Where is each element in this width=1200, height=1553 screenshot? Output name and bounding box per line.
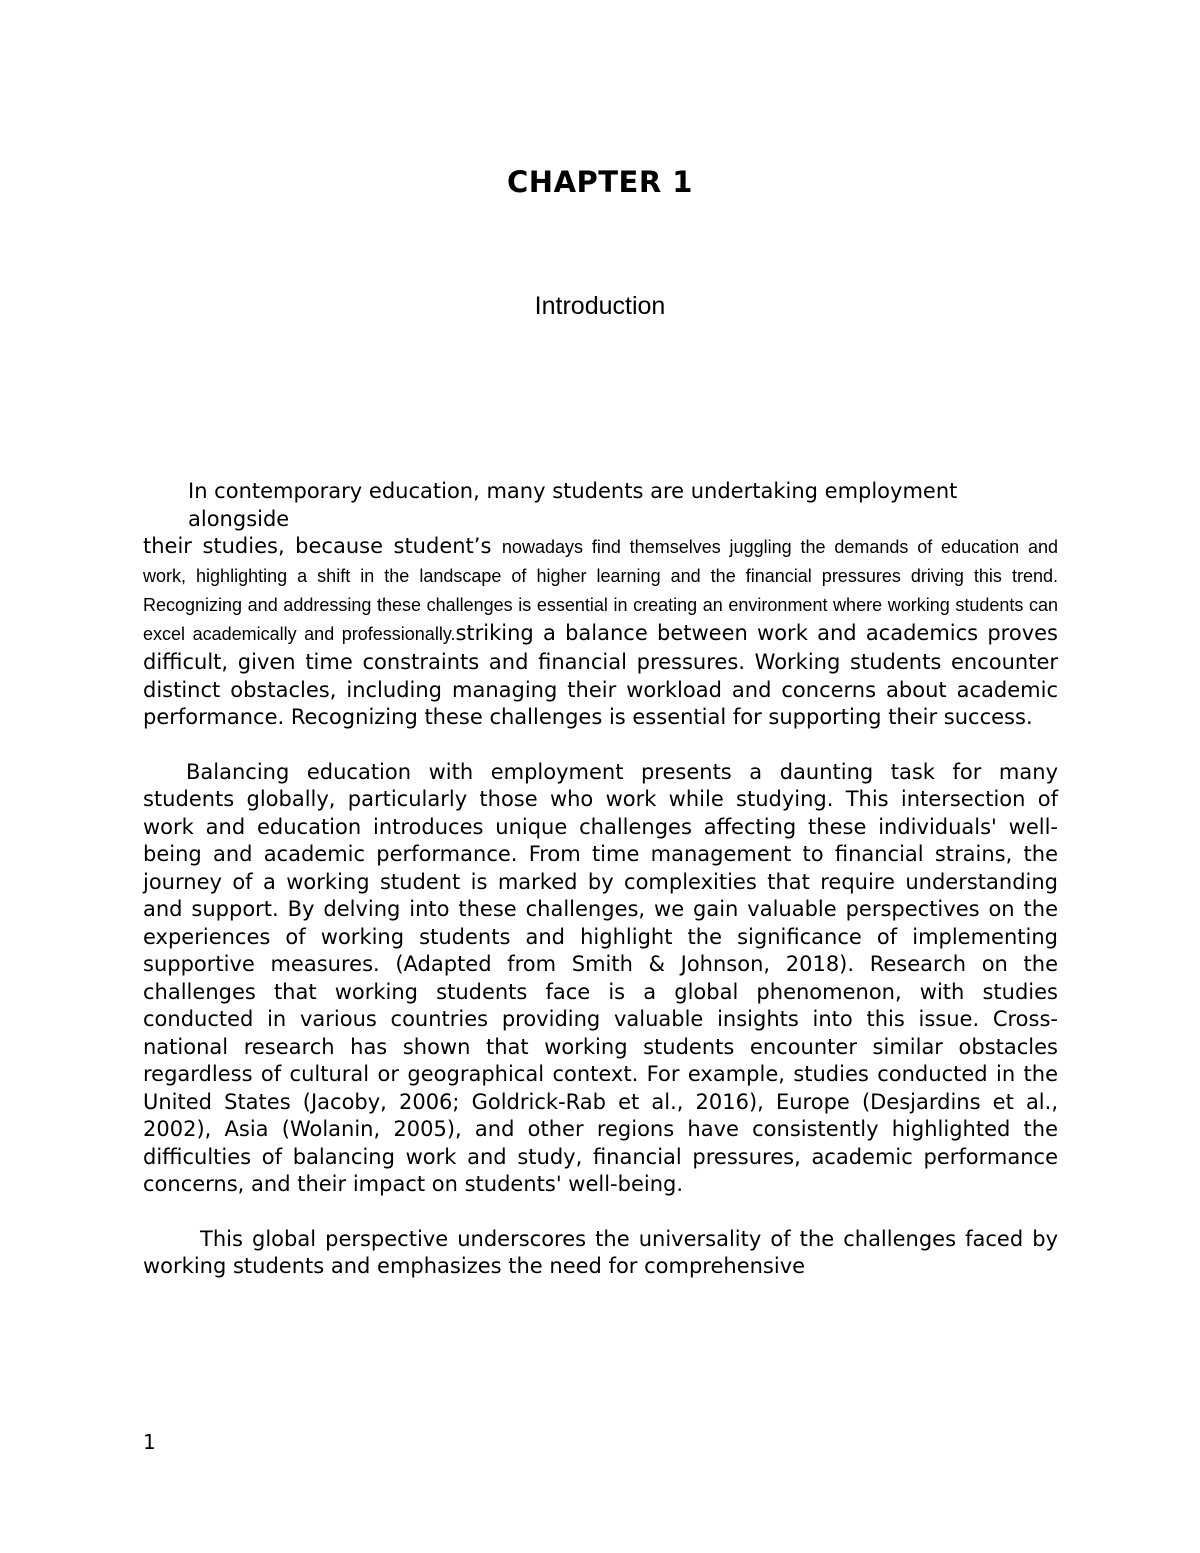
paragraph-1-segment-small: nowadays find themselves juggling the demands of education and work, highlighting a shift in the landscape of higher learning and the financial pressures driving this trend. Recognizing and addressing these challenges is essential in creating an environment where working students can excel academically and professionally. (143, 537, 1058, 644)
paragraph-3: This global perspective underscores the universality of the challenges faced by working students and emphasizes the need for comprehensive (143, 1226, 1058, 1278)
paragraph-1-segment-regular-2: striking a balance between work and academics proves difficult, given time constraints and financial pressures. Working students encounter distinct obstacles, including managing their workload and concerns about academic performance. Recognizing these challenges is essential for supporting their success. (143, 621, 1058, 729)
paragraph-1 (143, 478, 1058, 732)
section-title: Introduction (534, 292, 666, 320)
chapter-heading: CHAPTER 1 (507, 165, 693, 199)
page-number: 1 (143, 1430, 156, 1454)
document-body (143, 478, 1058, 1281)
paragraph-1-segment-regular-1: their studies, because student’s (143, 534, 502, 558)
paragraph-1-first-line: In contemporary education, many students are undertaking employment alongside (188, 479, 958, 531)
paragraph-2: Balancing education with employment presents a daunting task for many students globally, particularly those who work while studying. This intersection of work and education introduces unique challenges affecting these individuals' well-being and academic performance. From time management to financial strains, the journey of a working student is marked by complexities that require understanding and support. By delving into these challenges, we gain valuable perspectives on the experiences of working students and highlight the significance of implementing supportive measures. (Adapted from Smith & Johnson, 2018). Research on the challenges that working students face is a global phenomenon, with studies conducted in various countries providing valuable insights into this issue. Cross-national research has shown that working students encounter similar obstacles regardless of cultural or geographical context. For example, studies conducted in the United States (Jacoby, 2006; Goldrick-Rab et al., 2016), Europe (Desjardins et al., 2002), Asia (Wolanin, 2005), and other regions have consistently highlighted the difficulties of balancing work and study, financial pressures, academic performance concerns, and their impact on students' well-being. (143, 759, 1058, 1196)
